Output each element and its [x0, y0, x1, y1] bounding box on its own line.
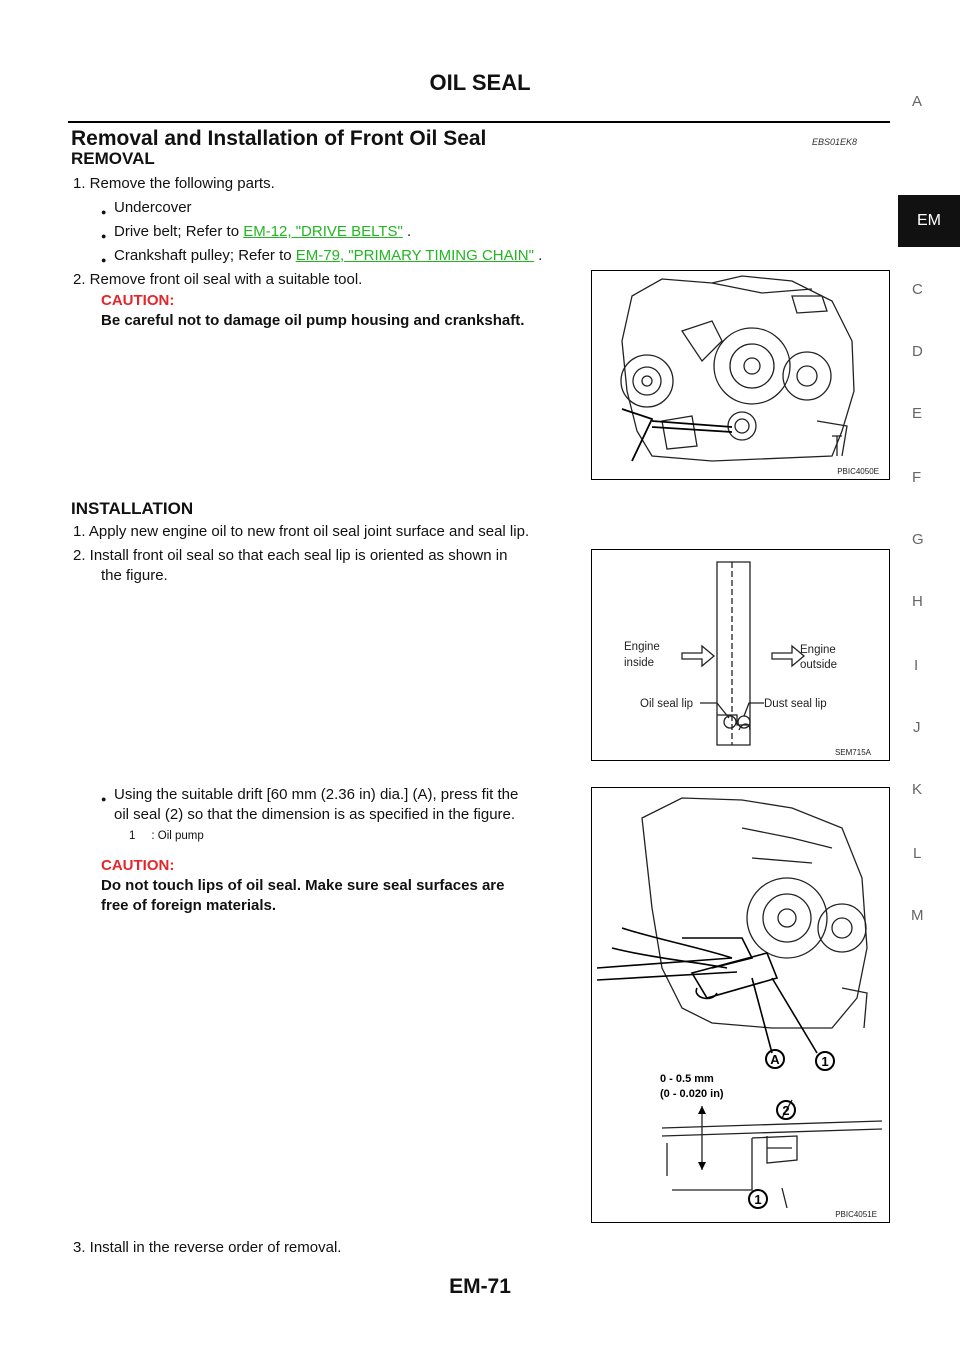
- sidebar-letter-f[interactable]: F: [912, 469, 922, 486]
- engine-inside-label-2: inside: [624, 657, 655, 669]
- engine-outside-label-1: Engine: [800, 644, 836, 656]
- sidebar-tab-em-active[interactable]: EM: [898, 195, 960, 247]
- drive-belt-text: Drive belt; Refer to: [114, 223, 244, 240]
- sidebar-letter-i[interactable]: I: [914, 657, 919, 674]
- callout-1-top: 1: [821, 1054, 829, 1069]
- dimension-inch: (0 - 0.020 in): [660, 1088, 724, 1100]
- dimension-mm: 0 - 0.5 mm: [660, 1073, 714, 1085]
- removal-heading: REMOVAL: [71, 149, 155, 168]
- seal-lip-orientation-diagram: [592, 550, 889, 760]
- link-drive-belts[interactable]: EM-12, "DRIVE BELTS": [243, 223, 403, 240]
- installation-caution-heading: CAUTION:: [101, 857, 175, 874]
- engine-outside-label-2: outside: [800, 659, 838, 671]
- engine-inside-label-1: Engine: [624, 641, 660, 653]
- drive-belt-suffix: .: [402, 223, 412, 240]
- crankshaft-pulley-suffix: .: [533, 247, 543, 264]
- section-code: EBS01EK8: [812, 137, 858, 147]
- figure-oil-seal-removal: [591, 270, 890, 480]
- sidebar-letter-j[interactable]: J: [913, 719, 921, 736]
- section-title: Removal and Installation of Front Oil Seal: [71, 127, 487, 150]
- sidebar-letter-h[interactable]: H: [912, 593, 923, 610]
- page-header-title: OIL SEAL: [429, 70, 531, 95]
- removal-step-2: 2. Remove front oil seal with a suitable tool.: [73, 271, 363, 288]
- installation-caution-line-1: Do not touch lips of oil seal. Make sure seal surfaces are: [101, 877, 505, 894]
- oil-seal-lip-label: Oil seal lip: [640, 698, 694, 710]
- removal-bullet-crankshaft-pulley: [114, 246, 542, 266]
- header-rule: [68, 121, 890, 123]
- figure-1-code: PBIC4050E: [837, 467, 879, 476]
- installation-bullet-line-1: ● Using the suitable drift [60 mm (2.36 in) dia.] (A), press fit the: [114, 785, 518, 805]
- figure-oil-seal-installation: [591, 787, 890, 1223]
- crankshaft-pulley-text: Crankshaft pulley; Refer to: [114, 247, 296, 264]
- installation-step-2-line-1: 2. Install front oil seal so that each seal lip is oriented as shown in: [73, 547, 508, 564]
- installation-caution-line-2: free of foreign materials.: [101, 897, 277, 914]
- callout-a: A: [770, 1052, 780, 1067]
- figure-seal-lip-orientation: [591, 549, 890, 761]
- callout-2: 2: [782, 1103, 790, 1118]
- installation-step-1: 1. Apply new engine oil to new front oil seal joint surface and seal lip.: [73, 523, 530, 540]
- sidebar-letter-g[interactable]: G: [912, 531, 924, 548]
- sidebar-letter-k[interactable]: K: [912, 781, 923, 798]
- removal-caution-heading: CAUTION:: [101, 292, 175, 309]
- figure-3-code: PBIC4051E: [835, 1210, 877, 1219]
- removal-bullet-undercover: ● Undercover: [114, 198, 192, 218]
- sidebar-letter-a[interactable]: A: [912, 93, 923, 110]
- callout-1-bottom: 1: [754, 1192, 762, 1207]
- removal-caution-text: Be careful not to damage oil pump housing and crankshaft.: [101, 312, 525, 329]
- installation-bullet-line-2: oil seal (2) so that the dimension is as specified in the figure.: [114, 806, 516, 823]
- installation-step-2-line-2: the figure.: [101, 567, 168, 584]
- sidebar-letter-e[interactable]: E: [912, 405, 923, 422]
- installation-heading: INSTALLATION: [71, 499, 194, 518]
- dust-seal-lip-label: Dust seal lip: [764, 698, 827, 710]
- sidebar-letter-c[interactable]: C: [912, 281, 923, 298]
- legend-oil-pump: 1 : Oil pump: [129, 830, 204, 842]
- removal-step-1: 1. Remove the following parts.: [73, 175, 275, 192]
- sidebar-letter-m[interactable]: M: [911, 907, 924, 924]
- link-primary-timing-chain[interactable]: EM-79, "PRIMARY TIMING CHAIN": [295, 247, 534, 264]
- engine-front-removal-illustration: [592, 271, 889, 479]
- sidebar-letter-l[interactable]: L: [913, 845, 922, 862]
- drift-installation-illustration: [592, 788, 889, 1222]
- installation-step-3: 3. Install in the reverse order of removal.: [73, 1239, 342, 1256]
- page-number: EM-71: [449, 1275, 511, 1298]
- sidebar-letter-d[interactable]: D: [912, 343, 923, 360]
- removal-bullet-drive-belt: [114, 222, 411, 242]
- figure-2-code: SEM715A: [834, 748, 871, 757]
